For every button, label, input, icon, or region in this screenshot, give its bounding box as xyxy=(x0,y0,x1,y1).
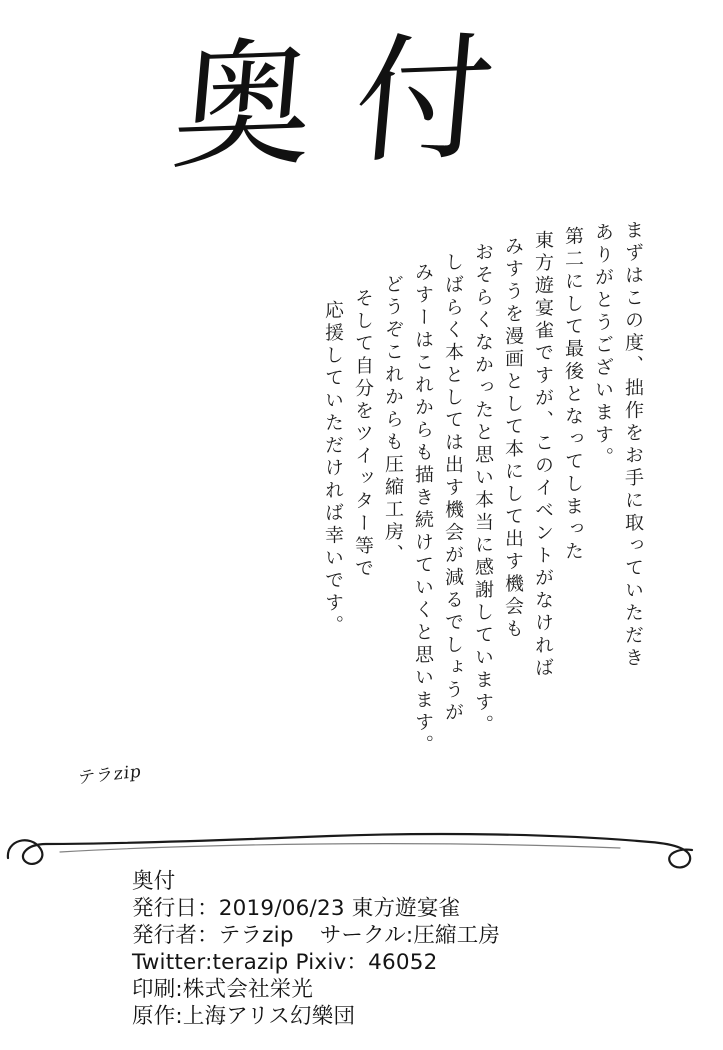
afterword-text-block xyxy=(78,196,648,836)
author-signature: テラzip xyxy=(77,761,143,789)
afterword-column: みすーはこれからも描き続けていくと思います。 xyxy=(412,261,434,758)
colophon-block xyxy=(132,868,692,1030)
afterword-column: 応援していただければ幸いです。 xyxy=(322,299,344,638)
colophon-printer: 印刷:株式会社栄光 xyxy=(132,977,314,1002)
colophon-circle: サークル:圧縮工房 xyxy=(319,923,501,948)
page-title-brush xyxy=(120,15,590,208)
colophon-original-work: 原作:上海アリス幻樂団 xyxy=(132,1004,356,1029)
page-title: 奥付 xyxy=(167,15,543,190)
afterword-column: おそらくなかったと思い本当に感謝しています。 xyxy=(472,241,494,738)
afterword-column: 第二にして最後となってしまった xyxy=(562,225,584,564)
afterword-column: みすうを漫画として本にして出す機会も xyxy=(502,235,524,642)
colophon-publisher-row xyxy=(132,922,692,949)
colophon-social: Twitter:terazip Pixiv：46052 xyxy=(132,950,438,975)
colophon-publish-date: 発行日：2019/06/23 東方遊宴雀 xyxy=(132,896,461,921)
colophon-publisher: 発行者：テラzip xyxy=(132,923,294,948)
afterword-column: ありがとうございます。 xyxy=(592,221,614,470)
afterword-column: まずはこの度、拙作をお手に取っていただき xyxy=(622,219,644,671)
afterword-column: どうぞこれからも圧縮工房、 xyxy=(382,273,404,567)
colophon-heading: 奥付 xyxy=(132,869,176,894)
afterword-column: そして自分をツイッター等で xyxy=(352,287,374,581)
afterword-column: 東方遊宴雀ですが、このイベントがなければ xyxy=(532,229,554,681)
afterword-column: しばらく本としては出す機会が減るでしょうが xyxy=(442,251,464,725)
